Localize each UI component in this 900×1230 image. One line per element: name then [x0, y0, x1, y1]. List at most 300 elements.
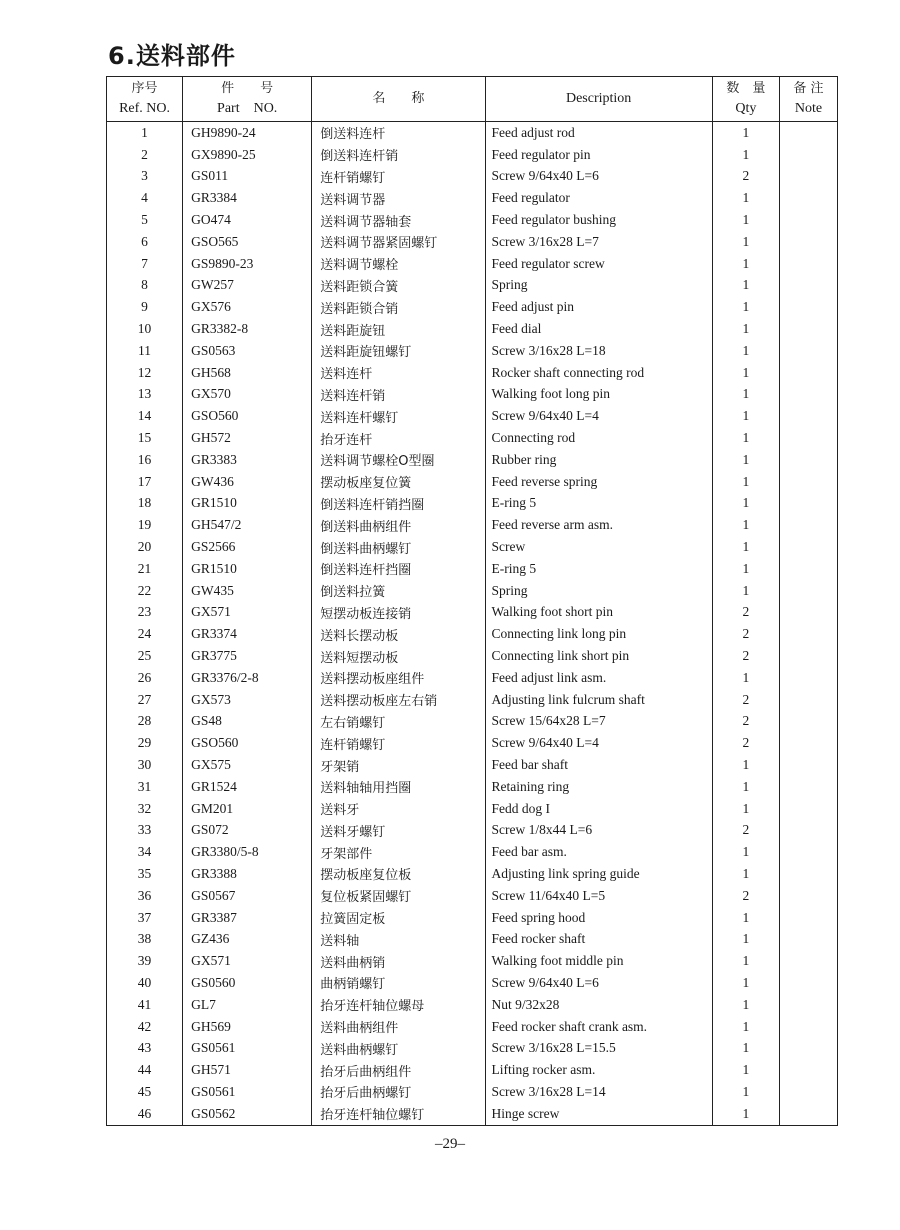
description-cell: Screw 9/64x40 L=4: [485, 405, 712, 427]
ref-cell: 18: [107, 493, 183, 515]
note-cell: [779, 580, 837, 602]
description-cell: Feed dial: [485, 318, 712, 340]
description-cell: Screw 11/64x40 L=5: [485, 885, 712, 907]
qty-cell: 1: [712, 1081, 779, 1103]
qty-cell: 1: [712, 144, 779, 166]
cn-name-cell: 送料曲柄组件: [312, 1016, 485, 1038]
part-no-cell: GH547/2: [183, 514, 312, 536]
note-cell: [779, 144, 837, 166]
cn-name-cell: 复位板紧固螺钉: [312, 885, 485, 907]
qty-cell: 1: [712, 514, 779, 536]
qty-cell: 2: [712, 689, 779, 711]
table-row: [107, 732, 838, 754]
description-cell: Feed regulator pin: [485, 144, 712, 166]
part-no-cell: GX571: [183, 602, 312, 624]
note-cell: [779, 645, 837, 667]
note-cell: [779, 471, 837, 493]
qty-cell: 1: [712, 296, 779, 318]
description-cell: Walking foot middle pin: [485, 950, 712, 972]
ref-cell: 16: [107, 449, 183, 471]
table-row: [107, 776, 838, 798]
ref-cell: 39: [107, 950, 183, 972]
part-no-cell: GX9890-25: [183, 144, 312, 166]
cn-name-cell: 连杆销螺钉: [312, 732, 485, 754]
description-cell: Feed rocker shaft crank asm.: [485, 1016, 712, 1038]
description-cell: E-ring 5: [485, 493, 712, 515]
table-row: [107, 798, 838, 820]
table-row: [107, 275, 838, 297]
note-cell: [779, 536, 837, 558]
description-cell: Screw 1/8x44 L=6: [485, 820, 712, 842]
description-cell: Screw 3/16x28 L=14: [485, 1081, 712, 1103]
header-cn-label: 名 称: [372, 91, 425, 106]
part-no-cell: GS2566: [183, 536, 312, 558]
ref-cell: 45: [107, 1081, 183, 1103]
header-part-zh: 件 号: [221, 81, 274, 96]
ref-cell: 9: [107, 296, 183, 318]
ref-cell: 34: [107, 841, 183, 863]
table-row: [107, 144, 838, 166]
qty-cell: 1: [712, 754, 779, 776]
cn-name-cell: 倒送料曲柄组件: [312, 514, 485, 536]
table-row: [107, 667, 838, 689]
part-no-cell: GL7: [183, 994, 312, 1016]
part-no-cell: GM201: [183, 798, 312, 820]
qty-cell: 1: [712, 318, 779, 340]
cn-name-cell: 牙架销: [312, 754, 485, 776]
ref-cell: 27: [107, 689, 183, 711]
table-row: [107, 689, 838, 711]
ref-cell: 5: [107, 209, 183, 231]
part-no-cell: GR3775: [183, 645, 312, 667]
cn-name-cell: 倒送料连杆销挡圈: [312, 493, 485, 515]
qty-cell: 2: [712, 820, 779, 842]
description-cell: Rocker shaft connecting rod: [485, 362, 712, 384]
qty-cell: 2: [712, 623, 779, 645]
description-cell: Feed regulator bushing: [485, 209, 712, 231]
description-cell: Rubber ring: [485, 449, 712, 471]
qty-cell: 1: [712, 863, 779, 885]
part-no-cell: GH569: [183, 1016, 312, 1038]
cn-name-cell: 送料曲柄销: [312, 950, 485, 972]
ref-cell: 11: [107, 340, 183, 362]
table-row: [107, 928, 838, 950]
ref-cell: 46: [107, 1103, 183, 1125]
qty-cell: 1: [712, 253, 779, 275]
cn-name-cell: 送料轴轴用挡圈: [312, 776, 485, 798]
ref-cell: 21: [107, 558, 183, 580]
qty-cell: 1: [712, 580, 779, 602]
qty-cell: 1: [712, 405, 779, 427]
description-cell: Fedd dog I: [485, 798, 712, 820]
ref-cell: 29: [107, 732, 183, 754]
part-no-cell: GR1510: [183, 558, 312, 580]
ref-cell: 37: [107, 907, 183, 929]
ref-cell: 36: [107, 885, 183, 907]
qty-cell: 1: [712, 471, 779, 493]
note-cell: [779, 275, 837, 297]
ref-cell: 20: [107, 536, 183, 558]
part-no-cell: GR1510: [183, 493, 312, 515]
note-cell: [779, 711, 837, 733]
description-cell: Connecting rod: [485, 427, 712, 449]
page-number: –29–: [435, 1136, 465, 1152]
parts-table: [106, 76, 838, 1126]
description-cell: Feed spring hood: [485, 907, 712, 929]
ref-cell: 42: [107, 1016, 183, 1038]
ref-cell: 44: [107, 1059, 183, 1081]
table-row: [107, 231, 838, 253]
note-cell: [779, 972, 837, 994]
part-no-cell: GR3388: [183, 863, 312, 885]
cn-name-cell: 抬牙连杆: [312, 427, 485, 449]
cn-name-cell: 送料轴: [312, 928, 485, 950]
cn-name-cell: 抬牙后曲柄螺钉: [312, 1081, 485, 1103]
table-row: [107, 493, 838, 515]
table-row: [107, 645, 838, 667]
cn-name-cell: 送料摆动板座左右销: [312, 689, 485, 711]
table-row: [107, 1016, 838, 1038]
qty-cell: 1: [712, 384, 779, 406]
note-cell: [779, 689, 837, 711]
note-cell: [779, 1081, 837, 1103]
header-cn-name: [312, 77, 485, 122]
qty-cell: 2: [712, 602, 779, 624]
table-row: [107, 972, 838, 994]
part-no-cell: GW257: [183, 275, 312, 297]
cn-name-cell: 倒送料曲柄螺钉: [312, 536, 485, 558]
description-cell: E-ring 5: [485, 558, 712, 580]
table-row: [107, 514, 838, 536]
part-no-cell: GW436: [183, 471, 312, 493]
part-no-cell: GS0563: [183, 340, 312, 362]
table-row: [107, 296, 838, 318]
table-row: [107, 885, 838, 907]
part-no-cell: GX576: [183, 296, 312, 318]
ref-cell: 24: [107, 623, 183, 645]
note-cell: [779, 209, 837, 231]
ref-cell: 23: [107, 602, 183, 624]
note-cell: [779, 362, 837, 384]
part-no-cell: GX575: [183, 754, 312, 776]
cn-name-cell: 送料摆动板座组件: [312, 667, 485, 689]
note-cell: [779, 885, 837, 907]
cn-name-cell: 倒送料拉簧: [312, 580, 485, 602]
note-cell: [779, 776, 837, 798]
ref-cell: 10: [107, 318, 183, 340]
description-cell: Screw 9/64x40 L=4: [485, 732, 712, 754]
qty-cell: 1: [712, 994, 779, 1016]
page-title: 6.送料部件: [108, 42, 236, 70]
cn-name-cell: 牙架部件: [312, 841, 485, 863]
table-row: [107, 863, 838, 885]
table-row: [107, 427, 838, 449]
cn-name-cell: 送料距旋钮螺钉: [312, 340, 485, 362]
part-no-cell: GR3384: [183, 187, 312, 209]
cn-name-cell: 送料牙螺钉: [312, 820, 485, 842]
cn-name-cell: 送料长摆动板: [312, 623, 485, 645]
description-cell: Connecting link long pin: [485, 623, 712, 645]
part-no-cell: GS9890-23: [183, 253, 312, 275]
qty-cell: 1: [712, 667, 779, 689]
ref-cell: 32: [107, 798, 183, 820]
table-row: [107, 340, 838, 362]
table-row: [107, 253, 838, 275]
note-cell: [779, 384, 837, 406]
note-cell: [779, 798, 837, 820]
part-no-cell: GSO560: [183, 405, 312, 427]
description-cell: Screw 3/16x28 L=15.5: [485, 1037, 712, 1059]
description-cell: Feed reverse spring: [485, 471, 712, 493]
table-row: [107, 754, 838, 776]
ref-cell: 14: [107, 405, 183, 427]
header-ref-en: Ref. NO.: [119, 101, 171, 116]
note-cell: [779, 602, 837, 624]
qty-cell: 1: [712, 950, 779, 972]
cn-name-cell: 送料连杆: [312, 362, 485, 384]
note-cell: [779, 1103, 837, 1125]
cn-name-cell: 送料曲柄螺钉: [312, 1037, 485, 1059]
note-cell: [779, 732, 837, 754]
header-note-zh: 备 注: [793, 81, 824, 96]
note-cell: [779, 754, 837, 776]
part-no-cell: GR3380/5-8: [183, 841, 312, 863]
table-row: [107, 580, 838, 602]
part-no-cell: GSO565: [183, 231, 312, 253]
part-no-cell: GZ436: [183, 928, 312, 950]
ref-cell: 28: [107, 711, 183, 733]
part-no-cell: GR1524: [183, 776, 312, 798]
table-row: [107, 318, 838, 340]
ref-cell: 35: [107, 863, 183, 885]
description-cell: Walking foot long pin: [485, 384, 712, 406]
description-cell: Screw 3/16x28 L=18: [485, 340, 712, 362]
part-no-cell: GH571: [183, 1059, 312, 1081]
table-row: [107, 1059, 838, 1081]
description-cell: Screw: [485, 536, 712, 558]
note-cell: [779, 820, 837, 842]
cn-name-cell: 左右销螺钉: [312, 711, 485, 733]
table-row: [107, 449, 838, 471]
description-cell: Feed bar shaft: [485, 754, 712, 776]
ref-cell: 7: [107, 253, 183, 275]
part-no-cell: GX570: [183, 384, 312, 406]
header-part-en: Part NO.: [217, 101, 278, 116]
table-row: [107, 994, 838, 1016]
qty-cell: 2: [712, 732, 779, 754]
description-cell: Nut 9/32x28: [485, 994, 712, 1016]
cn-name-cell: 抬牙连杆轴位螺母: [312, 994, 485, 1016]
description-cell: Adjusting link spring guide: [485, 863, 712, 885]
header-description: [485, 77, 712, 122]
note-cell: [779, 1016, 837, 1038]
qty-cell: 2: [712, 645, 779, 667]
cn-name-cell: 送料连杆螺钉: [312, 405, 485, 427]
part-no-cell: GR3376/2-8: [183, 667, 312, 689]
ref-cell: 41: [107, 994, 183, 1016]
ref-cell: 25: [107, 645, 183, 667]
part-no-cell: GS072: [183, 820, 312, 842]
cn-name-cell: 倒送料连杆销: [312, 144, 485, 166]
description-cell: Walking foot short pin: [485, 602, 712, 624]
cn-name-cell: 摆动板座复位板: [312, 863, 485, 885]
cn-name-cell: 倒送料连杆挡圈: [312, 558, 485, 580]
part-no-cell: GH9890-24: [183, 122, 312, 144]
qty-cell: 1: [712, 493, 779, 515]
description-cell: Feed reverse arm asm.: [485, 514, 712, 536]
qty-cell: 1: [712, 928, 779, 950]
description-cell: Feed regulator: [485, 187, 712, 209]
cn-name-cell: 短摆动板连接销: [312, 602, 485, 624]
table-row: [107, 1103, 838, 1125]
part-no-cell: GO474: [183, 209, 312, 231]
qty-cell: 2: [712, 166, 779, 188]
ref-cell: 13: [107, 384, 183, 406]
header-qty-zh: 数 量: [726, 81, 766, 96]
table-row: [107, 950, 838, 972]
note-cell: [779, 340, 837, 362]
cn-name-cell: 送料距锁合销: [312, 296, 485, 318]
ref-cell: 22: [107, 580, 183, 602]
ref-cell: 40: [107, 972, 183, 994]
note-cell: [779, 493, 837, 515]
note-cell: [779, 1037, 837, 1059]
cn-name-cell: 送料短摆动板: [312, 645, 485, 667]
qty-cell: 1: [712, 1016, 779, 1038]
qty-cell: 1: [712, 187, 779, 209]
note-cell: [779, 1059, 837, 1081]
description-cell: Connecting link short pin: [485, 645, 712, 667]
qty-cell: 1: [712, 841, 779, 863]
table-row: [107, 602, 838, 624]
qty-cell: 1: [712, 1103, 779, 1125]
description-cell: Feed regulator screw: [485, 253, 712, 275]
table-row: [107, 820, 838, 842]
description-cell: Feed adjust rod: [485, 122, 712, 144]
ref-cell: 6: [107, 231, 183, 253]
ref-cell: 12: [107, 362, 183, 384]
table-header: [107, 77, 838, 122]
note-cell: [779, 994, 837, 1016]
ref-cell: 43: [107, 1037, 183, 1059]
table-row: [107, 841, 838, 863]
table-row: [107, 209, 838, 231]
ref-cell: 2: [107, 144, 183, 166]
note-cell: [779, 253, 837, 275]
table-row: [107, 623, 838, 645]
qty-cell: 2: [712, 711, 779, 733]
ref-cell: 8: [107, 275, 183, 297]
cn-name-cell: 送料调节器: [312, 187, 485, 209]
table-row: [107, 384, 838, 406]
cn-name-cell: 连杆销螺钉: [312, 166, 485, 188]
qty-cell: 1: [712, 340, 779, 362]
note-cell: [779, 449, 837, 471]
cn-name-cell: 抬牙后曲柄组件: [312, 1059, 485, 1081]
table-row: [107, 1037, 838, 1059]
part-no-cell: GH572: [183, 427, 312, 449]
header-part-no: [183, 77, 312, 122]
table-row: [107, 907, 838, 929]
qty-cell: 1: [712, 449, 779, 471]
cn-name-cell: 送料调节器轴套: [312, 209, 485, 231]
table-row: [107, 471, 838, 493]
part-no-cell: GS48: [183, 711, 312, 733]
cn-name-cell: 送料调节螺栓O型圈: [312, 449, 485, 471]
note-cell: [779, 667, 837, 689]
note-cell: [779, 928, 837, 950]
note-cell: [779, 318, 837, 340]
cn-name-cell: 送料调节器紧固螺钉: [312, 231, 485, 253]
part-no-cell: GW435: [183, 580, 312, 602]
note-cell: [779, 231, 837, 253]
description-cell: Screw 15/64x28 L=7: [485, 711, 712, 733]
description-cell: Adjusting link fulcrum shaft: [485, 689, 712, 711]
ref-cell: 30: [107, 754, 183, 776]
table-row: [107, 558, 838, 580]
note-cell: [779, 296, 837, 318]
note-cell: [779, 950, 837, 972]
description-cell: Screw 9/64x40 L=6: [485, 166, 712, 188]
description-cell: Feed adjust pin: [485, 296, 712, 318]
header-ref-no: [107, 77, 183, 122]
header-qty-en: Qty: [735, 101, 757, 116]
part-no-cell: GS0561: [183, 1081, 312, 1103]
qty-cell: 1: [712, 209, 779, 231]
note-cell: [779, 187, 837, 209]
qty-cell: 1: [712, 776, 779, 798]
header-note: [779, 77, 837, 122]
table-row: [107, 536, 838, 558]
description-cell: Spring: [485, 275, 712, 297]
cn-name-cell: 摆动板座复位簧: [312, 471, 485, 493]
description-cell: Hinge screw: [485, 1103, 712, 1125]
qty-cell: 1: [712, 798, 779, 820]
qty-cell: 1: [712, 231, 779, 253]
table-row: [107, 122, 838, 144]
part-no-cell: GR3387: [183, 907, 312, 929]
cn-name-cell: 拉簧固定板: [312, 907, 485, 929]
cn-name-cell: 送料距锁合簧: [312, 275, 485, 297]
description-cell: Feed rocker shaft: [485, 928, 712, 950]
note-cell: [779, 907, 837, 929]
table-row: [107, 362, 838, 384]
table-row: [107, 166, 838, 188]
qty-cell: 1: [712, 972, 779, 994]
part-no-cell: GH568: [183, 362, 312, 384]
cn-name-cell: 曲柄销螺钉: [312, 972, 485, 994]
ref-cell: 31: [107, 776, 183, 798]
qty-cell: 1: [712, 1059, 779, 1081]
ref-cell: 26: [107, 667, 183, 689]
qty-cell: 1: [712, 907, 779, 929]
cn-name-cell: 送料调节螺栓: [312, 253, 485, 275]
qty-cell: 1: [712, 427, 779, 449]
header-qty: [712, 77, 779, 122]
description-cell: Spring: [485, 580, 712, 602]
part-no-cell: GR3382-8: [183, 318, 312, 340]
note-cell: [779, 863, 837, 885]
part-no-cell: GS011: [183, 166, 312, 188]
table-row: [107, 187, 838, 209]
part-no-cell: GR3383: [183, 449, 312, 471]
ref-cell: 3: [107, 166, 183, 188]
qty-cell: 1: [712, 558, 779, 580]
ref-cell: 19: [107, 514, 183, 536]
description-cell: Feed bar asm.: [485, 841, 712, 863]
qty-cell: 2: [712, 885, 779, 907]
description-cell: Screw 9/64x40 L=6: [485, 972, 712, 994]
